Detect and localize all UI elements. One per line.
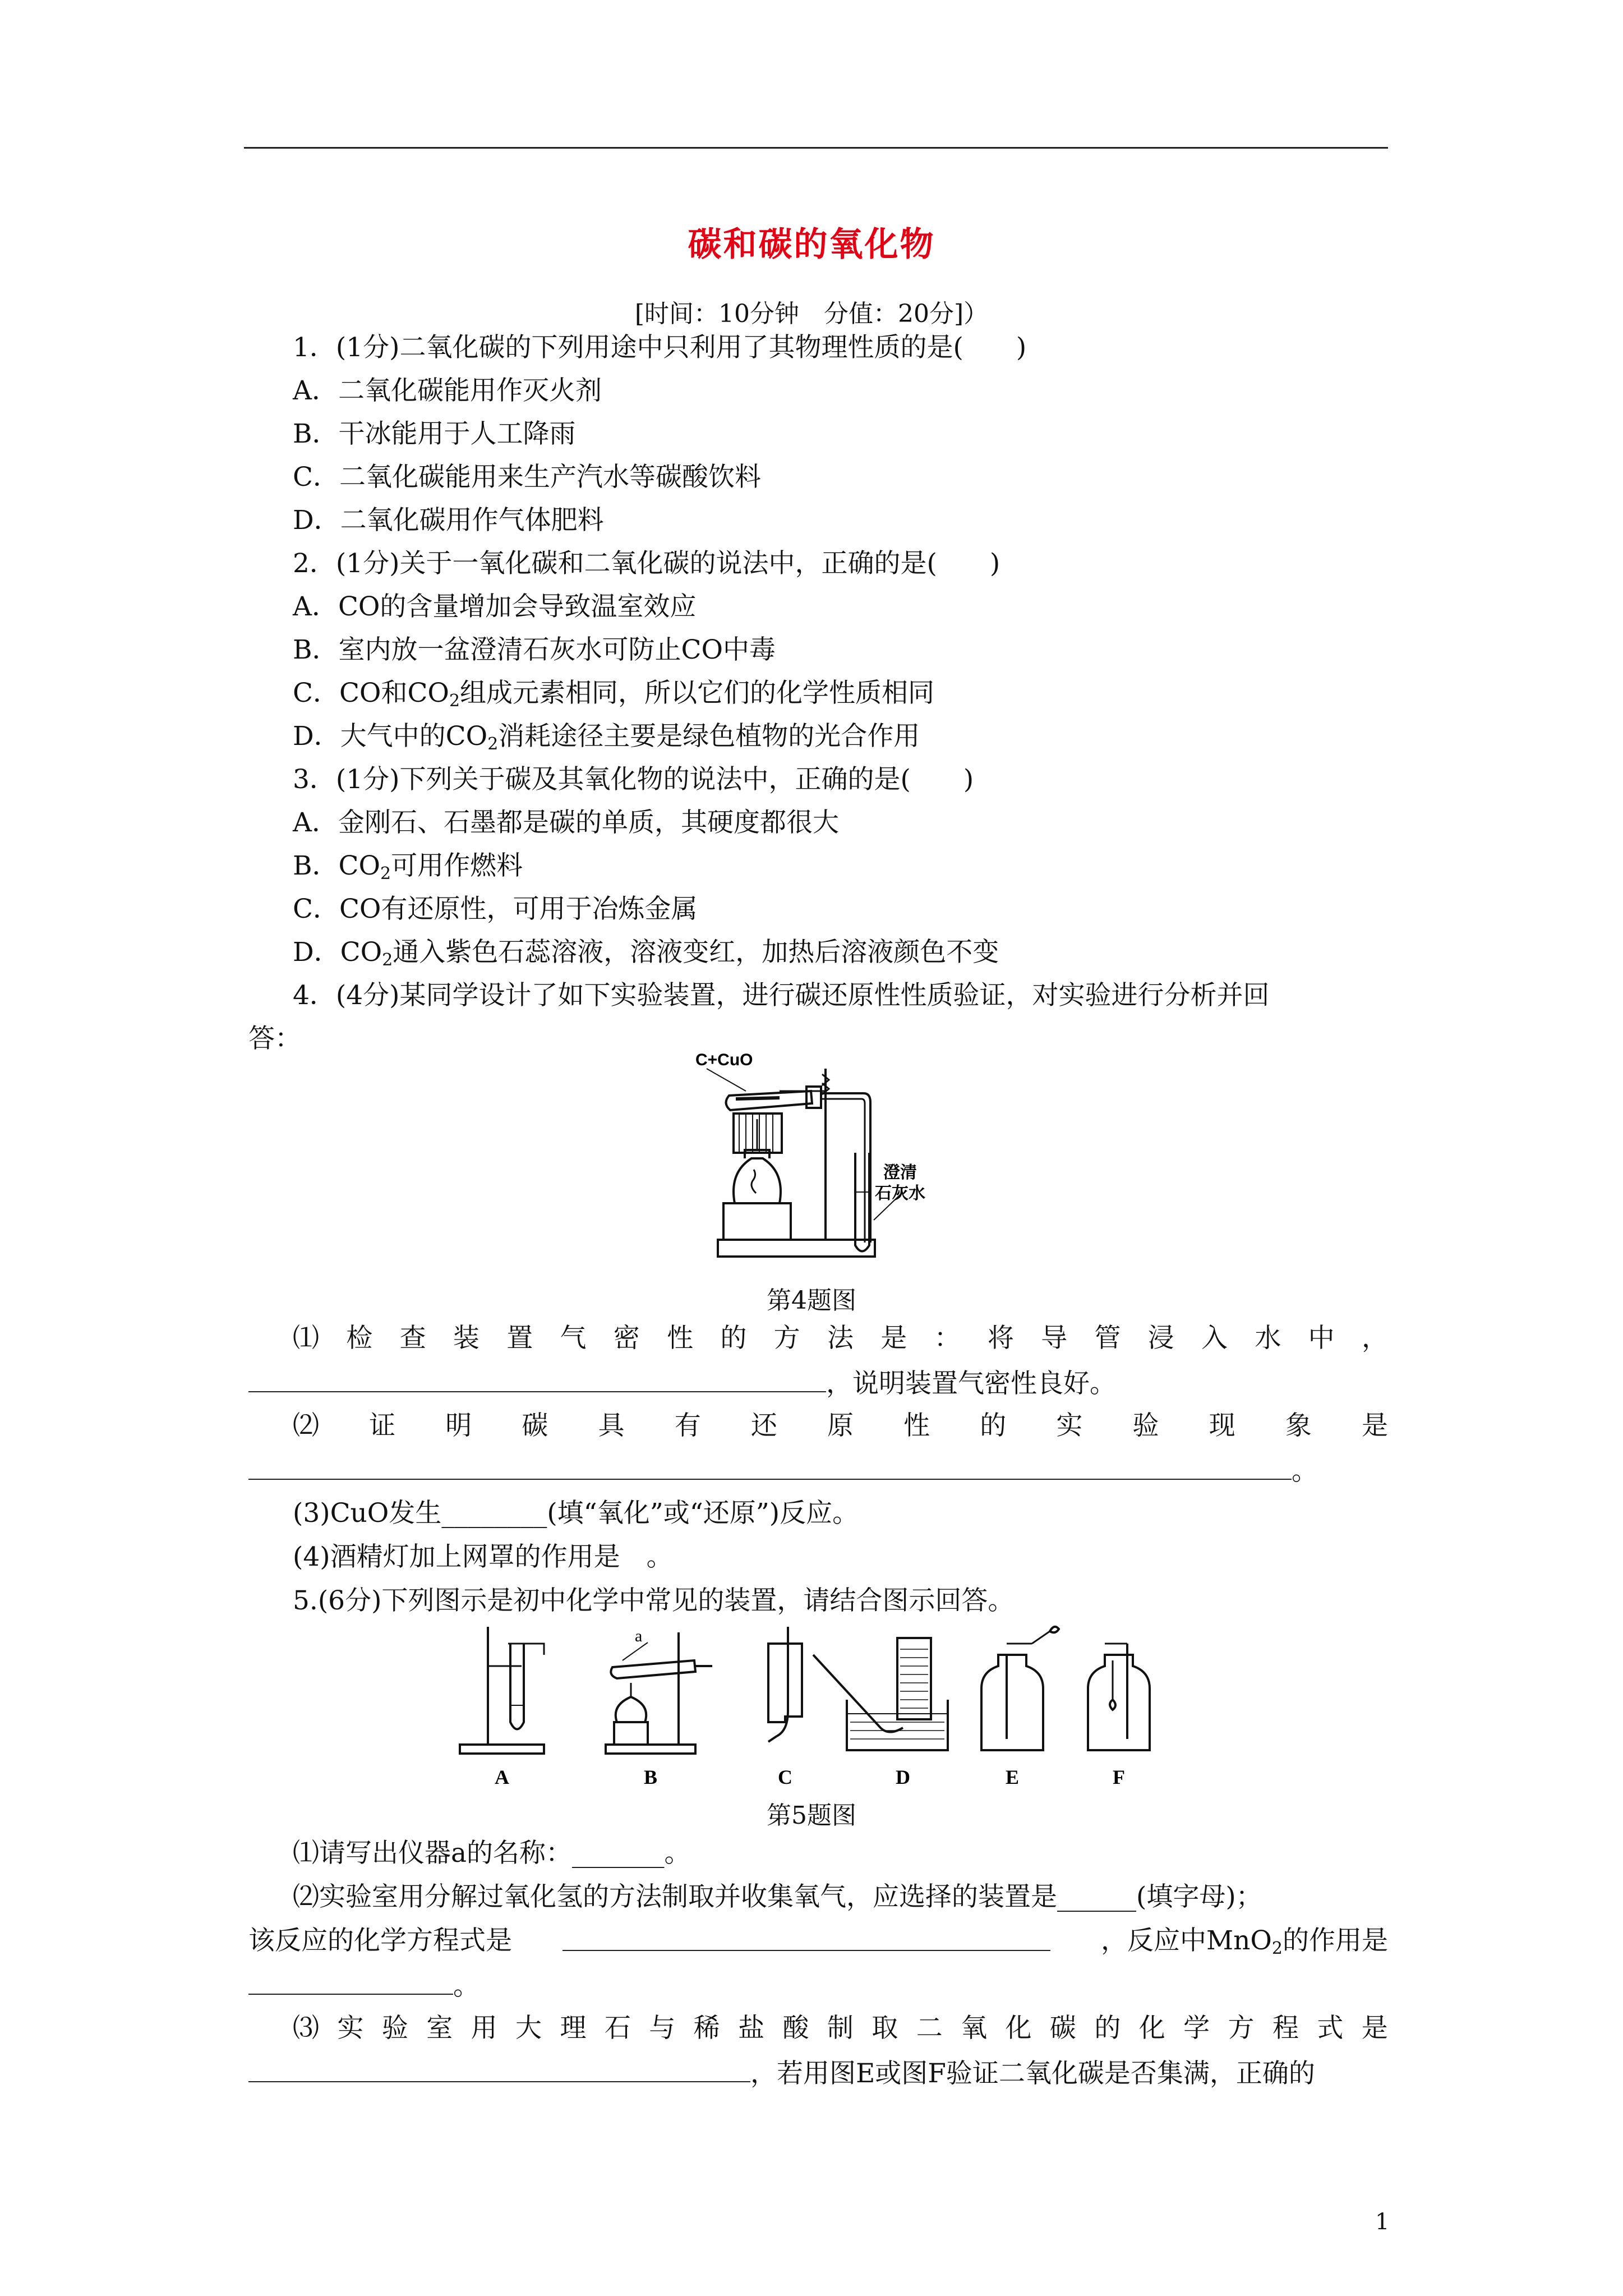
header-rule [244, 147, 1388, 149]
q5-part3-line2: ，若用图E或图F验证二氧化碳是否集满，正确的 [248, 2059, 1315, 2087]
label-B: B [643, 1766, 658, 1788]
label-D: D [896, 1766, 910, 1788]
label-E: E [1005, 1766, 1020, 1788]
q5-part2-line2: 该反应的化学方程式是 ，反应中MnO$_2$的作用是 [248, 1925, 1388, 1958]
q4-part1-line1: ⑴ 检 查 装 置 气 密 性 的 方 法 是 ： 将 导 管 浸 入 水 中 ， [293, 1323, 1388, 1354]
label-A: A [495, 1766, 509, 1788]
apparatus-a-label: a [635, 1627, 643, 1645]
q4-stem-line1: 4．(4分)某同学设计了如下实验装置，进行碳还原性性质验证，对实验进行分析并回 [293, 980, 1270, 1011]
label-C: C [778, 1766, 792, 1788]
q5-part1: ⑴请写出仪器a的名称：_______。 [293, 1838, 691, 1869]
q4-part4: (4)酒精灯加上网罩的作用是 。 [293, 1542, 673, 1572]
q4-part3: (3)CuO发生________(填“氧化”或“还原”)反应。 [293, 1498, 859, 1529]
reagent-label: C+CuO [695, 1052, 753, 1069]
answer-blank[interactable] [248, 1971, 453, 1995]
q5-part2-line3: 。 [248, 1971, 479, 1999]
q1-option-a: A．二氧化碳能用作灭火剂 [293, 375, 602, 406]
q4-part2-line1: ⑵ 证 明 碳 具 有 还 原 性 的 实 验 现 象 是 [293, 1410, 1388, 1441]
q1-stem: 1．(1分)二氧化碳的下列用途中只利用了其物理性质的是( ) [293, 332, 1027, 363]
q4-figure-caption: 第4题图 [767, 1286, 856, 1315]
q5-figure-caption: 第5题图 [767, 1801, 856, 1830]
label-F: F [1113, 1766, 1125, 1788]
q4-stem-line2: 答： [248, 1023, 301, 1054]
q4-part2-line2: 。 [248, 1456, 1318, 1484]
q1-option-c: C．二氧化碳能用来生产汽水等碳酸饮料 [293, 462, 761, 493]
q2-stem: 2．(1分)关于一氧化碳和二氧化碳的说法中，正确的是( ) [293, 548, 1000, 579]
lab-apparatus-figure [454, 1621, 1251, 1789]
page-number: 1 [1375, 2209, 1390, 2235]
q5-part3-line1: ⑶ 实 验 室 用 大 理 石 与 稀 盐 酸 制 取 二 氧 化 碳 的 化 学 方 程 式 是 [293, 2013, 1388, 2044]
page-title: 碳和碳的氧化物 [688, 225, 935, 264]
q4-part1-line2: ，说明装置气密性良好。 [248, 1369, 1116, 1397]
limewater-label-line1: 澄清 [883, 1163, 917, 1182]
time-score-info: [时间：10分钟 分值：20分]） [634, 300, 989, 328]
q5-part2-line1: ⑵实验室用分解过氧化氢的方法制取并收集氧气，应选择的装置是______(填字母)； [293, 1881, 1262, 1912]
q3-option-c: C．CO有还原性，可用于冶炼金属 [293, 894, 698, 924]
answer-blank[interactable] [248, 1456, 1292, 1480]
q5-stem: 5.(6分)下列图示是初中化学中常见的装置，请结合图示回答。 [293, 1585, 1015, 1616]
q2-option-d: D．大气中的$CO_2$消耗途径主要是绿色植物的光合作用 [293, 721, 920, 754]
answer-blank[interactable] [562, 1927, 1050, 1951]
q3-option-d: D．$CO_2$通入紫色石蕊溶液，溶液变红，加热后溶液颜色不变 [293, 937, 999, 970]
answer-blank[interactable] [248, 2059, 750, 2082]
q1-option-b: B．干冰能用于人工降雨 [293, 418, 576, 449]
carbon-reduction-apparatus-figure [695, 1052, 987, 1271]
limewater-label-line2: 石灰水 [875, 1184, 925, 1203]
q2-option-c: C．CO和$CO_2$组成元素相同，所以它们的化学性质相同 [293, 678, 935, 711]
q2-option-a: A．CO的含量增加会导致温室效应 [293, 591, 697, 622]
q3-stem: 3．(1分)下列关于碳及其氧化物的说法中，正确的是( ) [293, 764, 974, 795]
q3-option-b: B．$CO_2$可用作燃料 [293, 850, 523, 884]
q1-option-d: D．二氧化碳用作气体肥料 [293, 505, 604, 536]
q3-option-a: A．金刚石、石墨都是碳的单质，其硬度都很大 [293, 807, 839, 838]
q2-option-b: B．室内放一盆澄清石灰水可防止CO中毒 [293, 634, 776, 665]
answer-blank[interactable] [248, 1369, 826, 1392]
